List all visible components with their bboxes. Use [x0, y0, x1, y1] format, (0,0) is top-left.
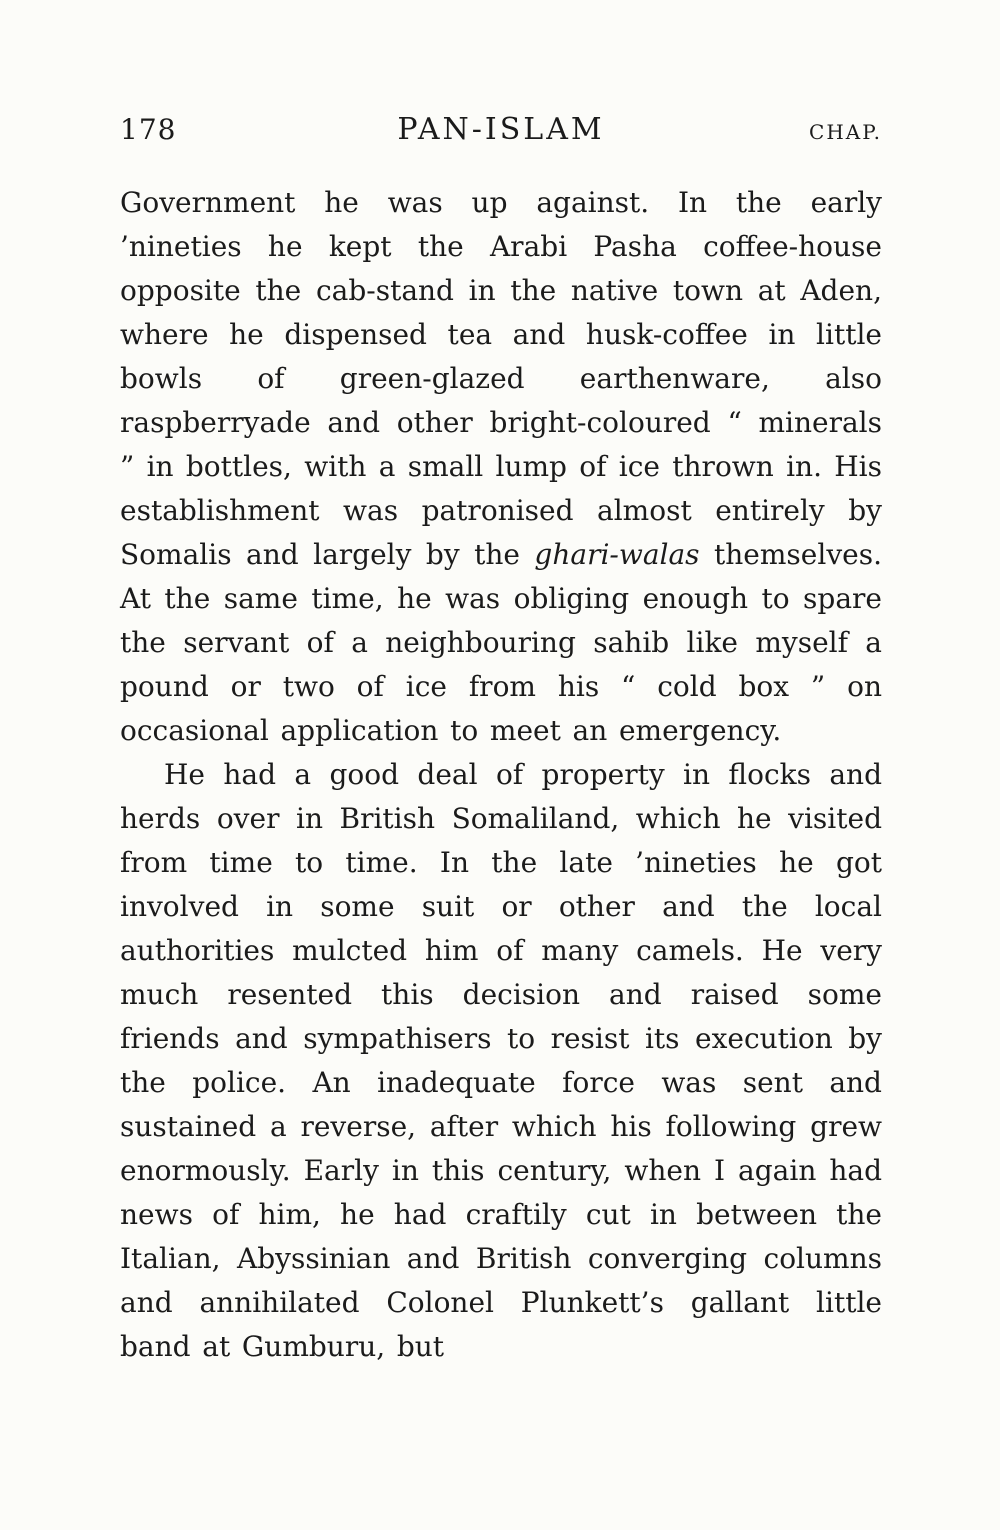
- page-number: 178: [120, 113, 177, 146]
- running-title: PAN-ISLAM: [397, 112, 605, 147]
- chapter-label: CHAP.: [809, 120, 882, 144]
- text-segment: Government he was up against. In the early ’nineties he kept the Arabi Pasha coffee-house opposite the cab-stand in the native town at Aden, where he dispensed tea and husk-coffee in little bowls of green-glazed earthenware, also raspberryade and other bright-coloured “ minerals ” in bottles, with a small lump of ice thrown in. His establishment was patronised almost entirely by Somalis and largely by the: [120, 186, 882, 571]
- paragraph: [120, 181, 882, 753]
- page-header: [120, 112, 882, 147]
- paragraph: [120, 753, 882, 1369]
- body-text: [120, 181, 882, 1369]
- italic-term: ghari-walas: [534, 538, 700, 571]
- text-segment: He had a good deal of property in flocks and herds over in British Somaliland, which he visited from time to time. In the late ’nineties he got involved in some suit or other and the local authorities mulcted him of many camels. He very much resented this decision and raised some friends and sympathisers to resist its execution by the police. An inadequate force was sent and sustained a reverse, after which his following grew enormously. Early in this century, when I again had news of him, he had craftily cut in between the Italian, Abyssinian and British converging columns and annihilated Colonel Plunkett’s gallant little band at Gumburu, but: [120, 758, 882, 1363]
- text-segment: themselves. At the same time, he was obliging enough to spare the servant of a neighbouring sahib like myself a pound or two of ice from his “ cold box ” on occasional application to meet an emergency.: [120, 538, 882, 747]
